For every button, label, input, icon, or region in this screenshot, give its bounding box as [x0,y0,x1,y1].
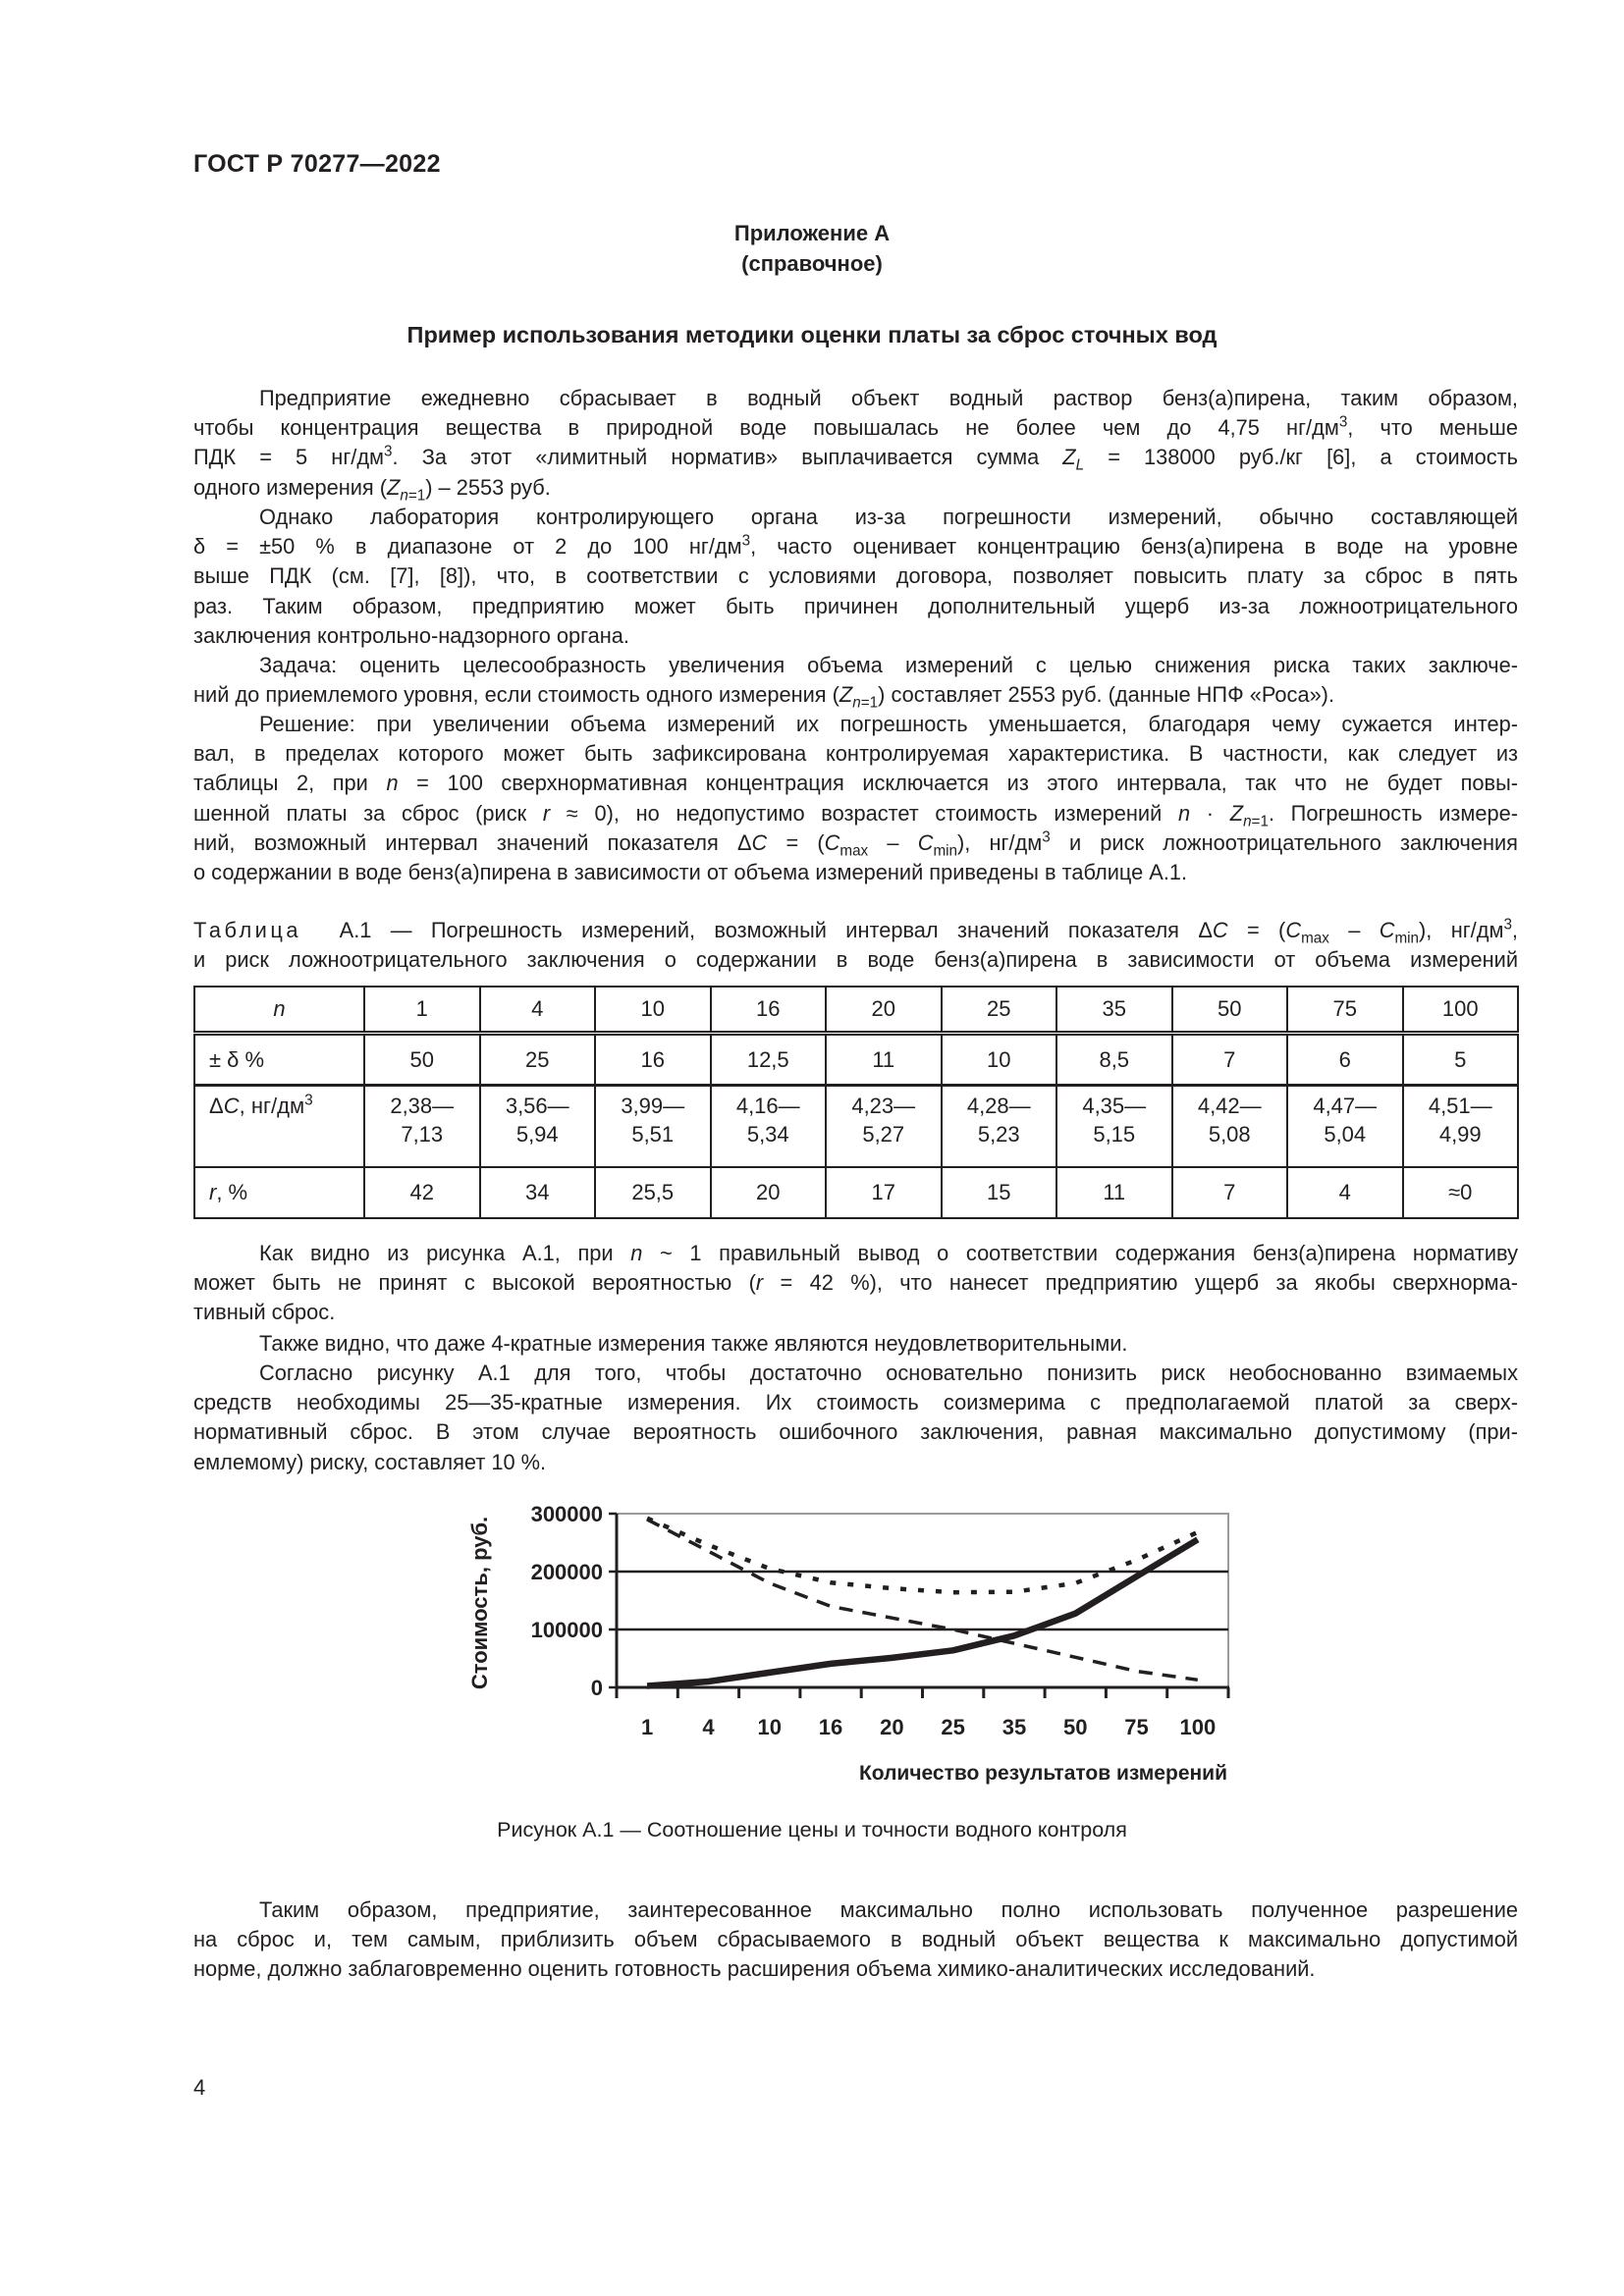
y-tick-label: 300000 [530,1502,603,1526]
series-line-solid [647,1539,1198,1685]
cell-r: 15 [942,1167,1057,1218]
y-tick-label: 100000 [530,1618,603,1642]
text-line: Таким образом, предприятие, заинтересованное максимально полно использовать полученное разрешение [259,1897,1518,1922]
x-tick-label: 25 [941,1715,965,1739]
text-line: выше ПДК (см. [7], [8]), что, в соответствии с условиями договора, позволяет повысить плату за сброс в пять [193,563,1518,589]
text-line: средств необходимы 25—35-кратные измерения. Их стоимость соизмерима с предполагаемой платой за сверх- [193,1390,1518,1415]
cell-delta: 5 [1403,1034,1519,1086]
cell-n: 50 [1172,987,1288,1034]
x-tick-label: 4 [702,1715,715,1739]
cell-dc: 4,42— 5,08 [1172,1086,1288,1168]
y-tick-label: 0 [590,1676,603,1700]
text-line: Решение: при увеличении объема измерений их погрешность уменьшается, благодаря чему сужается интер- [259,712,1518,736]
text-line: Согласно рисунку А.1 для того, чтобы достаточно основательно понизить риск необоснованно взимаемых [259,1361,1518,1385]
text-line: может быть не принят с высокой вероятностью (r = 42 %), что нанесет предприятию ущерб за якобы сверхнорма- [193,1270,1518,1296]
cell-delta: 6 [1287,1034,1403,1086]
cell-dc: 4,47— 5,04 [1287,1086,1403,1168]
plot-border [617,1514,1228,1687]
x-tick-label: 35 [1001,1715,1027,1739]
paragraph-conclusion [193,1896,1518,1985]
cell-n: 25 [942,987,1057,1034]
cell-dc: 4,35— 5,15 [1056,1086,1172,1168]
x-tick-label: 75 [1124,1715,1149,1739]
cell-n: 16 [711,987,827,1034]
cell-delta: 10 [942,1034,1057,1086]
text-line: тивный сброс. [193,1300,336,1325]
cell-n: 100 [1403,987,1519,1034]
figure-caption: Рисунок А.1 — Соотношение цены и точности водного контроля [497,1818,1127,1842]
cell-r: 25,5 [595,1167,711,1218]
cell-delta: 8,5 [1056,1034,1172,1086]
cell-dc: 2,38— 7,13 [364,1086,480,1168]
text-line: нормативный сброс. В этом случае вероятность ошибочного заключения, равная максимально допустимому (при- [193,1419,1518,1445]
text-line: Как видно из рисунка А.1, при n ~ 1 правильный вывод о соответствии содержания бенз(а)пирена нормативу [259,1241,1519,1265]
text-line: вал, в пределах которого может быть зафиксирована контролируемая характеристика. В частности, как следует из [193,741,1518,767]
text-line: Предприятие ежедневно сбрасывает в водный объект водный раствор бенз(а)пирена, таким образом, [259,386,1518,410]
text-line: раз. Таким образом, предприятию может быть причинен дополнительный ущерб из-за ложноотрицательного [193,593,1518,618]
cell-dc: 3,56— 5,94 [480,1086,596,1168]
text-line: таблицы 2, при n = 100 сверхнормативная концентрация исключается из этого интервала, так что не будет повы- [193,771,1519,796]
cell-n: 75 [1287,987,1403,1034]
chart-y-axis-label: Стоимость, руб. [467,1516,492,1690]
row-header-dc: ΔC, $нг/дм^3$ [194,1086,364,1168]
table-caption-prefix: Таблица [193,918,301,942]
x-tick-label: 16 [818,1715,843,1739]
row-header-r: r, % [194,1167,364,1218]
text-line: Однако лаборатория контролирующего органа из-за погрешности измерений, обычно составляющей [259,505,1518,529]
cell-delta: 7 [1172,1034,1288,1086]
text-line: заключения контрольно-надзорного органа. [193,622,629,648]
text-line: шенной платы за сброс (риск r ≈ 0), но недопустимо возрастет стоимость измерений $n \cdot Z_{n=1}$. Погрешность измере- [193,800,1519,829]
cell-n: 10 [595,987,711,1034]
annex-title: Приложение А [733,221,891,245]
document-code: ГОСТ Р 70277—2022 [193,150,441,178]
cell-r: 7 [1172,1167,1288,1218]
cell-r: 34 [480,1167,596,1218]
cell-r: 17 [826,1167,942,1218]
series-line-dotted [647,1519,1198,1593]
text-line: ний до приемлемого уровня, если стоимость одного измерения $(Z_{n=1})$ составляет 2553 руб. (данные НПФ «Роса»). [193,682,1335,712]
cell-n: 20 [826,987,942,1034]
text-line: одного измерения $(Z_{n=1}) - 2553$ руб. [193,474,551,504]
text-line: Также видно, что даже 4-кратные измерения также являются неудовлетворительными. [259,1331,1128,1356]
table-caption-line1: А.1 — Погрешность измерений, возможный интервал значений показателя $\Delta C = (C_{max} - C_{min})$, $нг/дм^3$, [339,916,1518,947]
cell-r: 42 [364,1167,480,1218]
cell-n: 4 [480,987,596,1034]
cell-n: 35 [1056,987,1172,1034]
cell-n: 1 [364,987,480,1034]
x-tick-label: 1 [641,1715,654,1739]
text-line: ний, возможный интервал значений показателя $\Delta C = (C_{max} - C_{min})$, $нг/дм^3$ и риск ложноотрицательного заключения [193,828,1518,860]
cell-dc: 4,51— 4,99 [1403,1086,1519,1168]
cell-dc: 4,16— 5,34 [711,1086,827,1168]
cell-delta: 50 [364,1034,480,1086]
cell-r: ≈0 [1403,1167,1519,1218]
section-title: Пример использования методики оценки платы за сброс сточных вод [406,322,1218,347]
x-tick-label: 50 [1063,1715,1088,1739]
x-tick-label: 10 [757,1715,782,1739]
annex-status: (справочное) [741,251,883,276]
cell-delta: 16 [595,1034,711,1086]
page-number: 4 [193,2075,206,2100]
x-tick-label: 20 [880,1715,904,1739]
cell-delta: 12,5 [711,1034,827,1086]
text-line: ПДК = 5 $нг/дм^3$. За этот «лимитный норматив» выплачивается сумма $Z_L = 138000$ руб./кг [6], а стоимость [193,444,1518,474]
table-caption-line2: и риск ложноотрицательного заключения о содержании в воде бенз(а)пирена в зависимости от объема измерений [193,947,1518,972]
text-line: δ = ±50 % в диапазоне от 2 до 100 $нг/дм^3$, часто оценивает концентрацию бенз(а)пирена в воде на уровне [193,532,1518,560]
y-tick-label: 200000 [530,1560,603,1584]
cell-r: 4 [1287,1167,1403,1218]
chart-x-axis-label: Количество результатов измерений [858,1762,1227,1785]
cell-delta: 25 [480,1034,596,1086]
cell-dc: 3,99— 5,51 [595,1086,711,1168]
x-tick-label: 100 [1179,1715,1217,1739]
text-line: на сброс и, тем самым, приблизить объем сбрасываемого в водный объект вещества к максимально допустимой [193,1927,1518,1952]
cell-r: 11 [1056,1167,1172,1218]
text-line: норме, должно заблаговременно оценить готовность расширения объема химико-аналитических исследований. [193,1956,1316,1982]
cell-dc: 4,23— 5,27 [826,1086,942,1168]
text-line: чтобы концентрация вещества в природной воде повышалась не более чем до 4,75 $нг/дм^3$, что меньше [193,413,1518,441]
text-line: емлемому) риску, составляет 10 %. [193,1449,547,1474]
text-line: о содержании в воде бенз(а)пирена в зависимости от объема измерений приведены в таблице А.1. [193,860,1188,885]
cell-r: 20 [711,1167,827,1218]
row-header-n: n [194,987,364,1034]
cell-dc: 4,28— 5,23 [942,1086,1057,1168]
text-line: Задача: оценить целесообразность увеличения объема измерений с целью снижения риска таких заключе- [259,653,1518,677]
row-header-delta: ± δ % [194,1034,364,1086]
cell-delta: 11 [826,1034,942,1086]
